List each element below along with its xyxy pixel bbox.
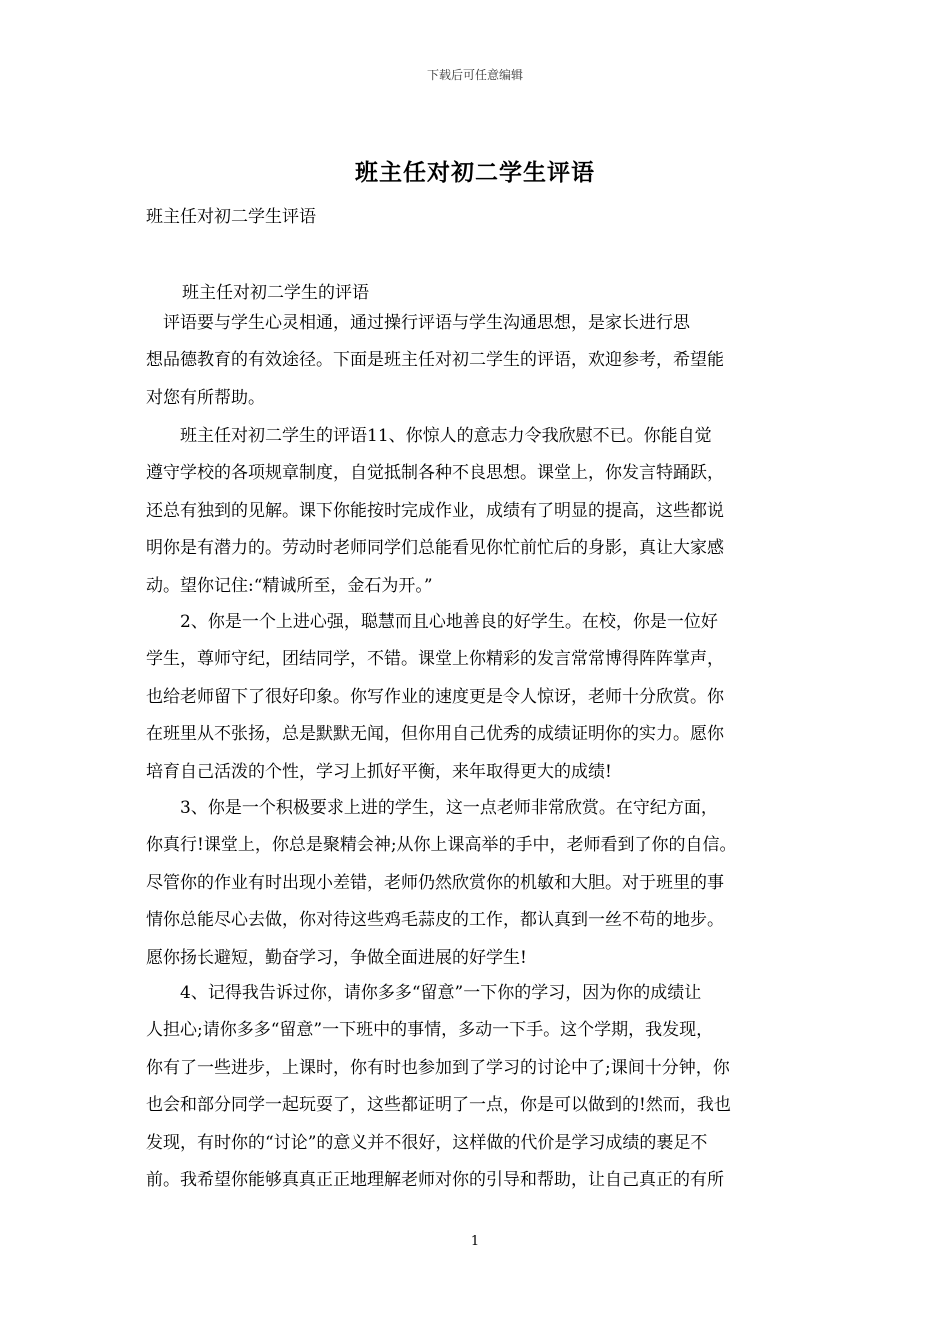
text-line: 遵守学校的各项规章制度，自觉抵制各种不良思想。课堂上，你发言特踊跃， bbox=[146, 463, 724, 484]
text-line: 培育自己活泼的个性，学习上抓好平衡，来年取得更大的成绩! bbox=[146, 761, 612, 782]
text-line: 4、记得我告诉过你，请你多多“留意”一下你的学习，因为你的成绩让 bbox=[146, 983, 702, 1003]
text-line: 班主任对初二学生的评语11、你惊人的意志力令我欣慰不已。你能自觉 bbox=[146, 426, 712, 446]
text-line: 前。我希望你能够真真正正地理解老师对你的引导和帮助，让自己真正的有所 bbox=[146, 1169, 724, 1190]
text-line: 你有了一些进步，上课时，你有时也参加到了学习的讨论中了;课间十分钟，你 bbox=[146, 1057, 730, 1078]
text-line: 也给老师留下了很好印象。你写作业的速度更是令人惊讶，老师十分欣赏。你 bbox=[146, 686, 724, 707]
text-line: 尽管你的作业有时出现小差错，老师仍然欣赏你的机敏和大胆。对于班里的事 bbox=[146, 872, 724, 893]
section-heading: 班主任对初二学生的评语 bbox=[182, 283, 369, 303]
comment-paragraph-2 bbox=[146, 604, 806, 791]
document-subtitle: 班主任对初二学生评语 bbox=[146, 207, 316, 227]
text-line: 评语要与学生心灵相通，通过操行评语与学生沟通思想，是家长进行思 bbox=[146, 313, 690, 333]
text-line: 3、你是一个积极要求上进的学生，这一点老师非常欣赏。在守纪方面， bbox=[146, 798, 718, 818]
text-line: 2、你是一个上进心强，聪慧而且心地善良的好学生。在校，你是一位好 bbox=[146, 612, 718, 632]
text-line: 学生，尊师守纪，团结同学，不错。课堂上你精彩的发言常常博得阵阵掌声， bbox=[146, 649, 724, 670]
document-title: 班主任对初二学生评语 bbox=[355, 159, 595, 186]
text-line: 情你总能尽心去做，你对待这些鸡毛蒜皮的工作，都认真到一丝不苟的地步。 bbox=[146, 910, 724, 931]
comment-paragraph-3 bbox=[146, 790, 806, 977]
header-note: 下载后可任意编辑 bbox=[426, 68, 523, 82]
page-number: 1 bbox=[470, 1234, 480, 1249]
comment-paragraph-4 bbox=[146, 975, 806, 1199]
intro-paragraph bbox=[146, 305, 806, 417]
text-line: 也会和部分同学一起玩耍了，这些都证明了一点，你是可以做到的!然而，我也 bbox=[146, 1095, 731, 1116]
text-line: 你真行!课堂上，你总是聚精会神;从你上课高举的手中，老师看到了你的自信。 bbox=[146, 835, 737, 856]
comment-paragraph-1 bbox=[146, 418, 806, 605]
text-line: 发现，有时你的“讨论”的意义并不很好，这样做的代价是学习成绩的裹足不 bbox=[146, 1132, 708, 1153]
text-line: 对您有所帮助。 bbox=[146, 387, 265, 408]
text-line: 明你是有潜力的。劳动时老师同学们总能看见你忙前忙后的身影，真让大家感 bbox=[146, 538, 724, 559]
text-line: 动。望你记住:“精诚所至，金石为开。” bbox=[146, 575, 433, 596]
text-line: 在班里从不张扬，总是默默无闻，但你用自己优秀的成绩证明你的实力。愿你 bbox=[146, 724, 724, 745]
text-line: 还总有独到的见解。课下你能按时完成作业，成绩有了明显的提高，这些都说 bbox=[146, 500, 724, 521]
text-line: 想品德教育的有效途径。下面是班主任对初二学生的评语，欢迎参考，希望能 bbox=[146, 350, 724, 371]
text-line: 愿你扬长避短，勤奋学习，争做全面进展的好学生! bbox=[146, 947, 527, 968]
text-line: 人担心;请你多多“留意”一下班中的事情，多动一下手。这个学期，我发现， bbox=[146, 1020, 714, 1041]
